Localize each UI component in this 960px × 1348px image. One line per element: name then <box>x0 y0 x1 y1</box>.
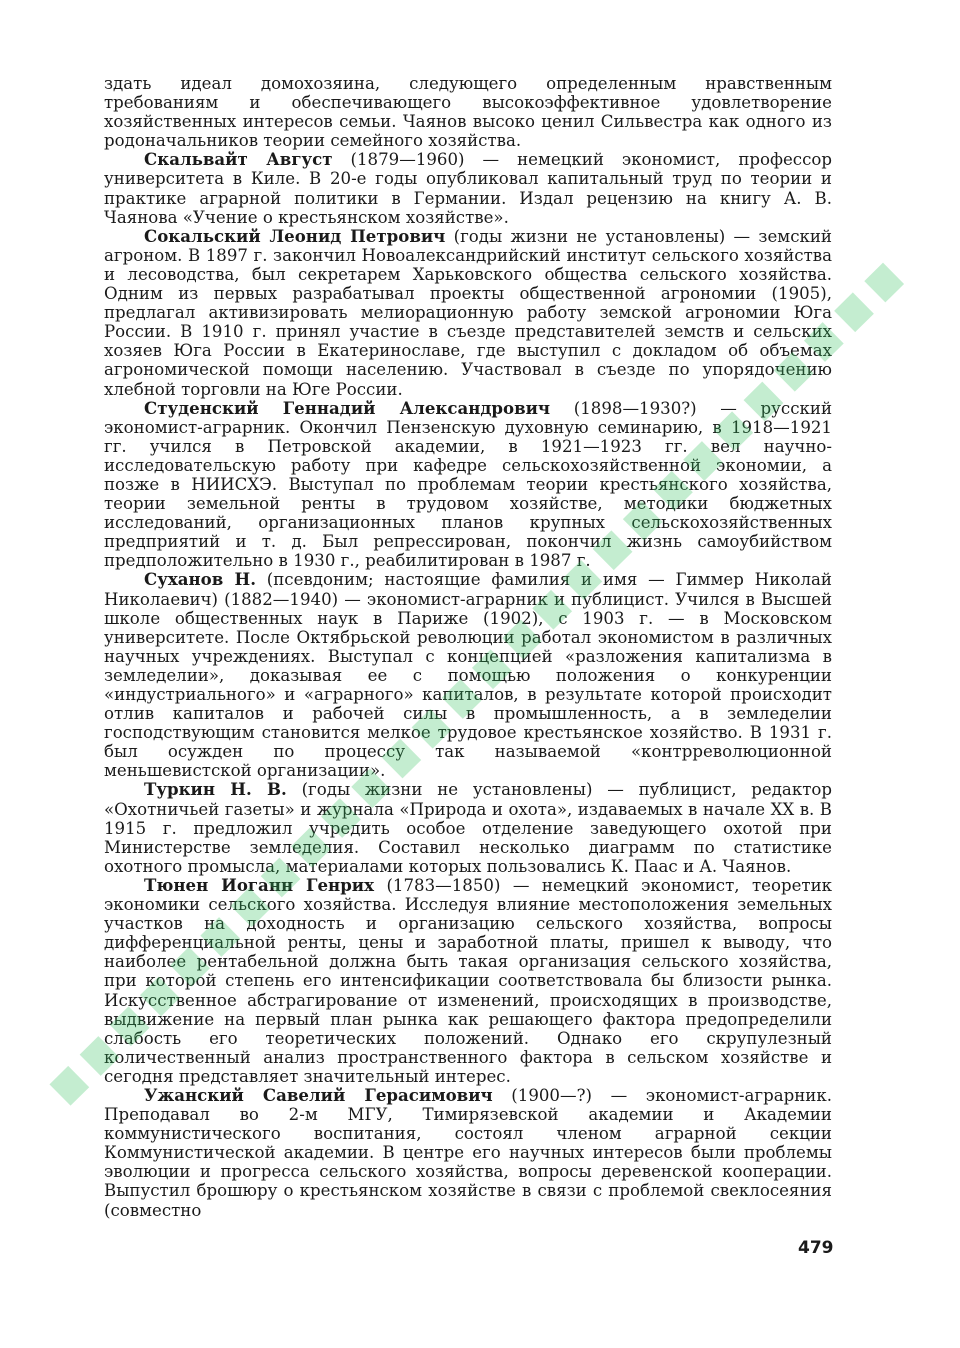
page-text <box>104 74 832 1220</box>
entry-heading: Суханов Н. <box>144 569 256 590</box>
entry-text: (годы жизни не установлены) — земский агроном. В 1897 г. закончил Новоалександрийский институт сельского хозяйства и лесоводства, был секретарем Харьковского общества сельского хозяйства. Одним из первых разрабатывал проекты общественной агрономии (1905), предлагал активизировать мелиорационную работу земской агрономии Юга России. В 1910 г. принял участие в съезде представителей земств и сельских хозяев Юга России в Екатеринославе, где выступил с докладом об объемах агрономической помощи населению. Участвовал в съезде по упорядочению хлебной торговли на Юге России. <box>104 226 832 399</box>
entry-turkin <box>104 780 832 875</box>
entry-sokalsky <box>104 227 832 399</box>
page-number: 479 <box>798 1238 834 1258</box>
entry-text: (годы жизни не установлены) — публицист, редактор «Охотничьей газеты» и журнала «Природа и охота», издаваемых в начале XX в. В 1915 г. предложил учредить особое отделение заведующего охотой при Министерстве земледелия. Составил несколько диаграмм по статистике охотного промысла, материалами которых пользовались К. Паас и А. Чаянов. <box>104 780 832 876</box>
entry-sukhanov <box>104 570 832 780</box>
entry-continuation <box>104 74 832 150</box>
entry-text: (1783—1850) — немецкий экономист, теоретик экономики сельского хозяйства. Исследуя влияние местоположения земельных участков на доходность и организацию сельского хозяйства, вопросы дифференциальной ренты, цены и заработной платы, пришел к выводу, что наиболее рентабельной должна быть такая организация сельского хозяйства, при которой степень его интенсификации соответствовала бы близости рынка. Искусственное абстрагирование от изменений, происходящих в производстве, выдвижение на первый план рынка как решающего фактора предопределили слабость его теоретических положений. Однако его скрупулезный количественный анализ пространственного фактора в сельском хозяйстве и сегодня представляет значительный интерес. <box>104 875 833 1086</box>
watermark-dash <box>60 1077 79 1095</box>
watermark-dash <box>875 273 894 291</box>
entry-text: (псевдоним; настоящие фамилия и имя — Гиммер Николай Николаевич) (1882—1940) — экономист-аграрник и публицист. Учился в Высшей школе общественных наук в Париже (1902), с 1903 г. — в Московском университете. После Октябрьской революции работал экономистом в различных научных учреждениях. Выступал с концепцией «разложения капитализма в земледелии», доказывая ее с помощью положения о конкуренции «индустриального» и «аграрного» капиталов, в результате которой происходит отлив капиталов и рабочей силы в промышленность, а в земледелии господствующим становится мелкое трудовое крестьянское хозяйство. В 1931 г. был осужден по процессу так называемой «контрреволюционной меньшевистской организации». <box>104 570 832 781</box>
watermark-dash <box>845 303 864 321</box>
entry-heading: Туркин Н. В. <box>144 779 287 800</box>
entry-heading: Тюнен Иоганн Генрих <box>144 874 375 895</box>
entry-skalvait <box>104 150 832 226</box>
entry-heading: Ужанский Савелий Герасимович <box>144 1084 493 1105</box>
entry-heading: Сокальский Леонид Петрович <box>144 225 446 246</box>
entry-uzhansky <box>104 1086 832 1220</box>
entry-text: (1898—1930?) — русский экономист-аграрник. Окончил Пензенскую духовную семинарию, в 1918—1921 гг. учился в Петровской академии, в 1921—1923 гг. вел научно-исследовательскую работу при кафедре сельскохозяйственной экономии, а позже в НИИСХЭ. Выступал по проблемам теории крестьянского хозяйства, теории земельной ренты в трудовом хозяйстве, методики бюджетных исследований, организационных планов крупных сельскохозяйственных предприятий и т. д. Был репрессирован, покончил жизнь самоубийством предположительно в 1930 г., реабилитирован в 1987 г. <box>104 398 832 571</box>
entry-text: здать идеал домохозяина, следующего определенным нравственным требованиям и обеспечивающего высокоэффективное удовлетворение хозяйственных интересов семьи. Чаянов высоко ценил Сильвестра как одного из родоначальников теории семейного хозяйства. <box>104 74 832 151</box>
entry-heading: Студенский Геннадий Александрович <box>144 397 551 418</box>
entry-studensky <box>104 399 832 571</box>
entry-thunen <box>104 876 832 1086</box>
entry-heading: Скальвайт Август <box>144 149 333 170</box>
entry-text: (1900—?) — экономист-аграрник. Преподавал во 2-м МГУ, Тимирязевской академии и Академии коммунистического воспитания, состоял членом аграрной секции Коммунистической академии. В центре его научных интересов были проблемы эволюции и прогресса сельского хозяйства, вопросы деревенской кооперации. Выпустил брошюру о крестьянском хозяйстве в связи с проблемой свеклосеяния (совместно <box>104 1085 833 1220</box>
entry-text: (1879—1960) — немецкий экономист, профессор университета в Киле. В 20-е годы опубликовал капитальный труд по теории и практике аграрной политики в Германии. Издал рецензию на книгу А. В. Чаянова «Учение о крестьянском хозяйстве». <box>104 150 832 227</box>
